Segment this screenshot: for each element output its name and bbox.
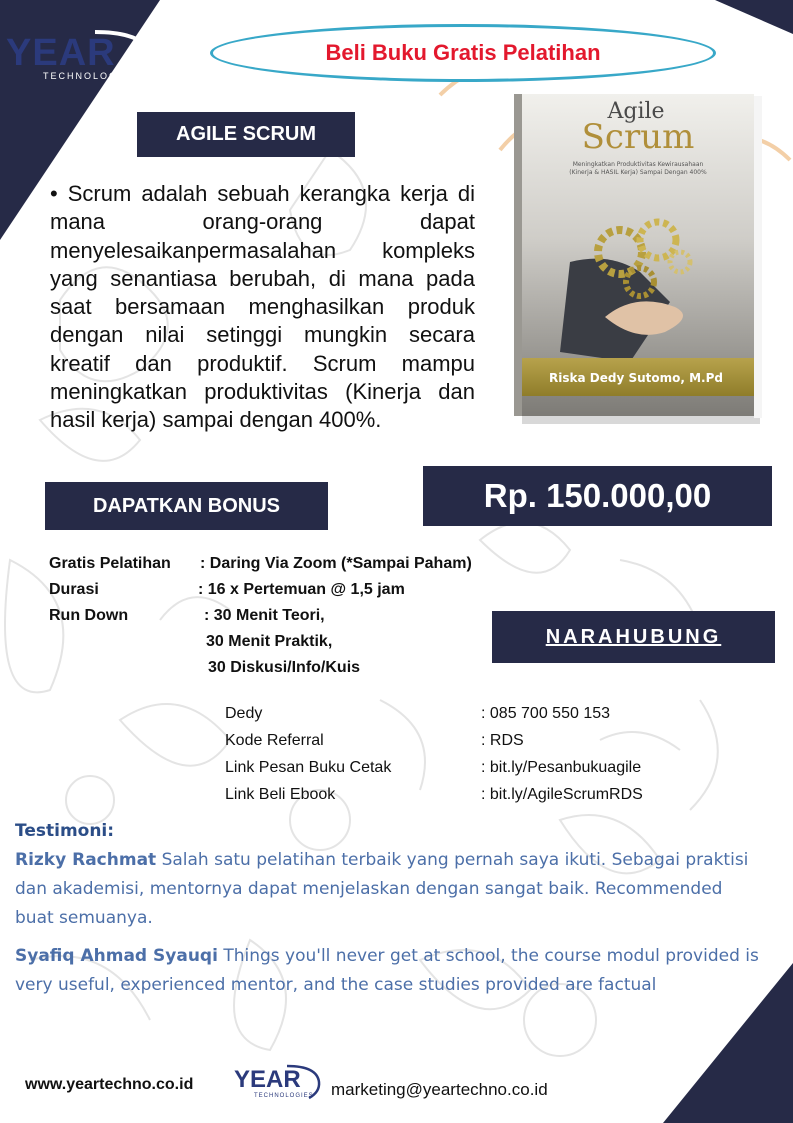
testimonial-text: Things you'll never get at school, the course modul provided is very useful, experienced mentor, and the case studies provided are factual (15, 946, 759, 995)
contact-label: Link Beli Ebook (225, 786, 336, 803)
testimonial-name: Syafiq Ahmad Syauqi (15, 946, 218, 966)
book-subtitle-2: (Kinerja & HASIL Kerja) Sampai Dengan 400% (569, 169, 707, 176)
bonus-label: Durasi (49, 581, 99, 598)
section-title-agile: AGILE SCRUM (137, 112, 355, 157)
book-cover (510, 92, 772, 428)
book-subtitle-1: Meningkatkan Produktivitas Kewirausahaan (572, 161, 704, 168)
book-title-top: Agile (607, 99, 665, 124)
price-label: Rp. 150.000,00 (423, 466, 772, 526)
headline-banner (210, 24, 716, 82)
testimonial-name: Rizky Rachmat (15, 850, 157, 870)
referral-code: : RDS (481, 732, 524, 749)
website-link[interactable]: www.yeartechno.co.id (25, 1076, 194, 1093)
testimonial-item (15, 846, 765, 933)
testimonials (15, 817, 765, 1009)
testimonial-text: Salah satu pelatihan terbaik yang pernah saya ikuti. Sebagai praktisi dan akademisi, mentornya dapat menjelaskan dengan sangat baik. Recommended buat semuanya. (15, 850, 749, 928)
description-text: • Scrum adalah sebuah kerangka kerja di mana orang-orang dapat menyelesaikanpermasalahan kompleks yang senantiasa berubah, di mana pada saat bersamaan menghasilkan produk dengan nilai setinggi mungkin secara kreatif dan produktif. Scrum mampu meningkatkan produktivitas (Kinerja dan hasil kerja) sampai dengan 400%. (50, 181, 475, 433)
bonus-value: 30 Menit Praktik, (206, 633, 333, 650)
testimonials-title: Testimoni: (15, 821, 115, 841)
testimonial-item (15, 942, 765, 1000)
email-link[interactable]: marketing@yeartechno.co.id (331, 1080, 548, 1099)
section-title-contact: NARAHUBUNG (492, 611, 775, 663)
bonus-value: : 30 Menit Teori, (204, 607, 325, 624)
logo-wordmark: YEAR (6, 32, 116, 74)
footer-logo (232, 1062, 322, 1102)
section-title-bonus: DAPATKAN BONUS (45, 482, 328, 530)
bonus-value: 30 Diskusi/Info/Kuis (208, 659, 361, 676)
contact-row (225, 781, 685, 808)
bonus-value: : 16 x Pertemuan @ 1,5 jam (198, 581, 405, 598)
footer-logo-sub: TECHNOLOGIES (254, 1093, 314, 1099)
bonus-value: : Daring Via Zoom (*Sampai Paham) (200, 555, 472, 572)
ebook-link[interactable]: : bit.ly/AgileScrumRDS (481, 786, 643, 803)
headline-text: Beli Buku Gratis Pelatihan (325, 40, 601, 65)
book-author: Riska Dedy Sutomo, M.Pd (549, 371, 723, 385)
logo-subtext: TECHNOLOGIES (43, 71, 139, 81)
bonus-label: Run Down (49, 607, 129, 624)
contact-label: Kode Referral (225, 732, 324, 749)
contact-label: Link Pesan Buku Cetak (225, 759, 392, 776)
print-book-link[interactable]: : bit.ly/Pesanbukuagile (481, 759, 642, 776)
contact-row (225, 727, 685, 754)
contact-label: Dedy (225, 705, 263, 722)
contact-row (225, 754, 685, 781)
contact-row (225, 700, 685, 727)
brand-logo[interactable] (6, 34, 156, 84)
top-right-corner (715, 0, 793, 34)
phone-number[interactable]: : 085 700 550 153 (481, 705, 611, 722)
footer-logo-text: YEAR (234, 1066, 301, 1093)
contact-list (225, 700, 685, 808)
bonus-label: Gratis Pelatihan (49, 555, 171, 572)
book-title-main: Scrum (581, 117, 695, 157)
